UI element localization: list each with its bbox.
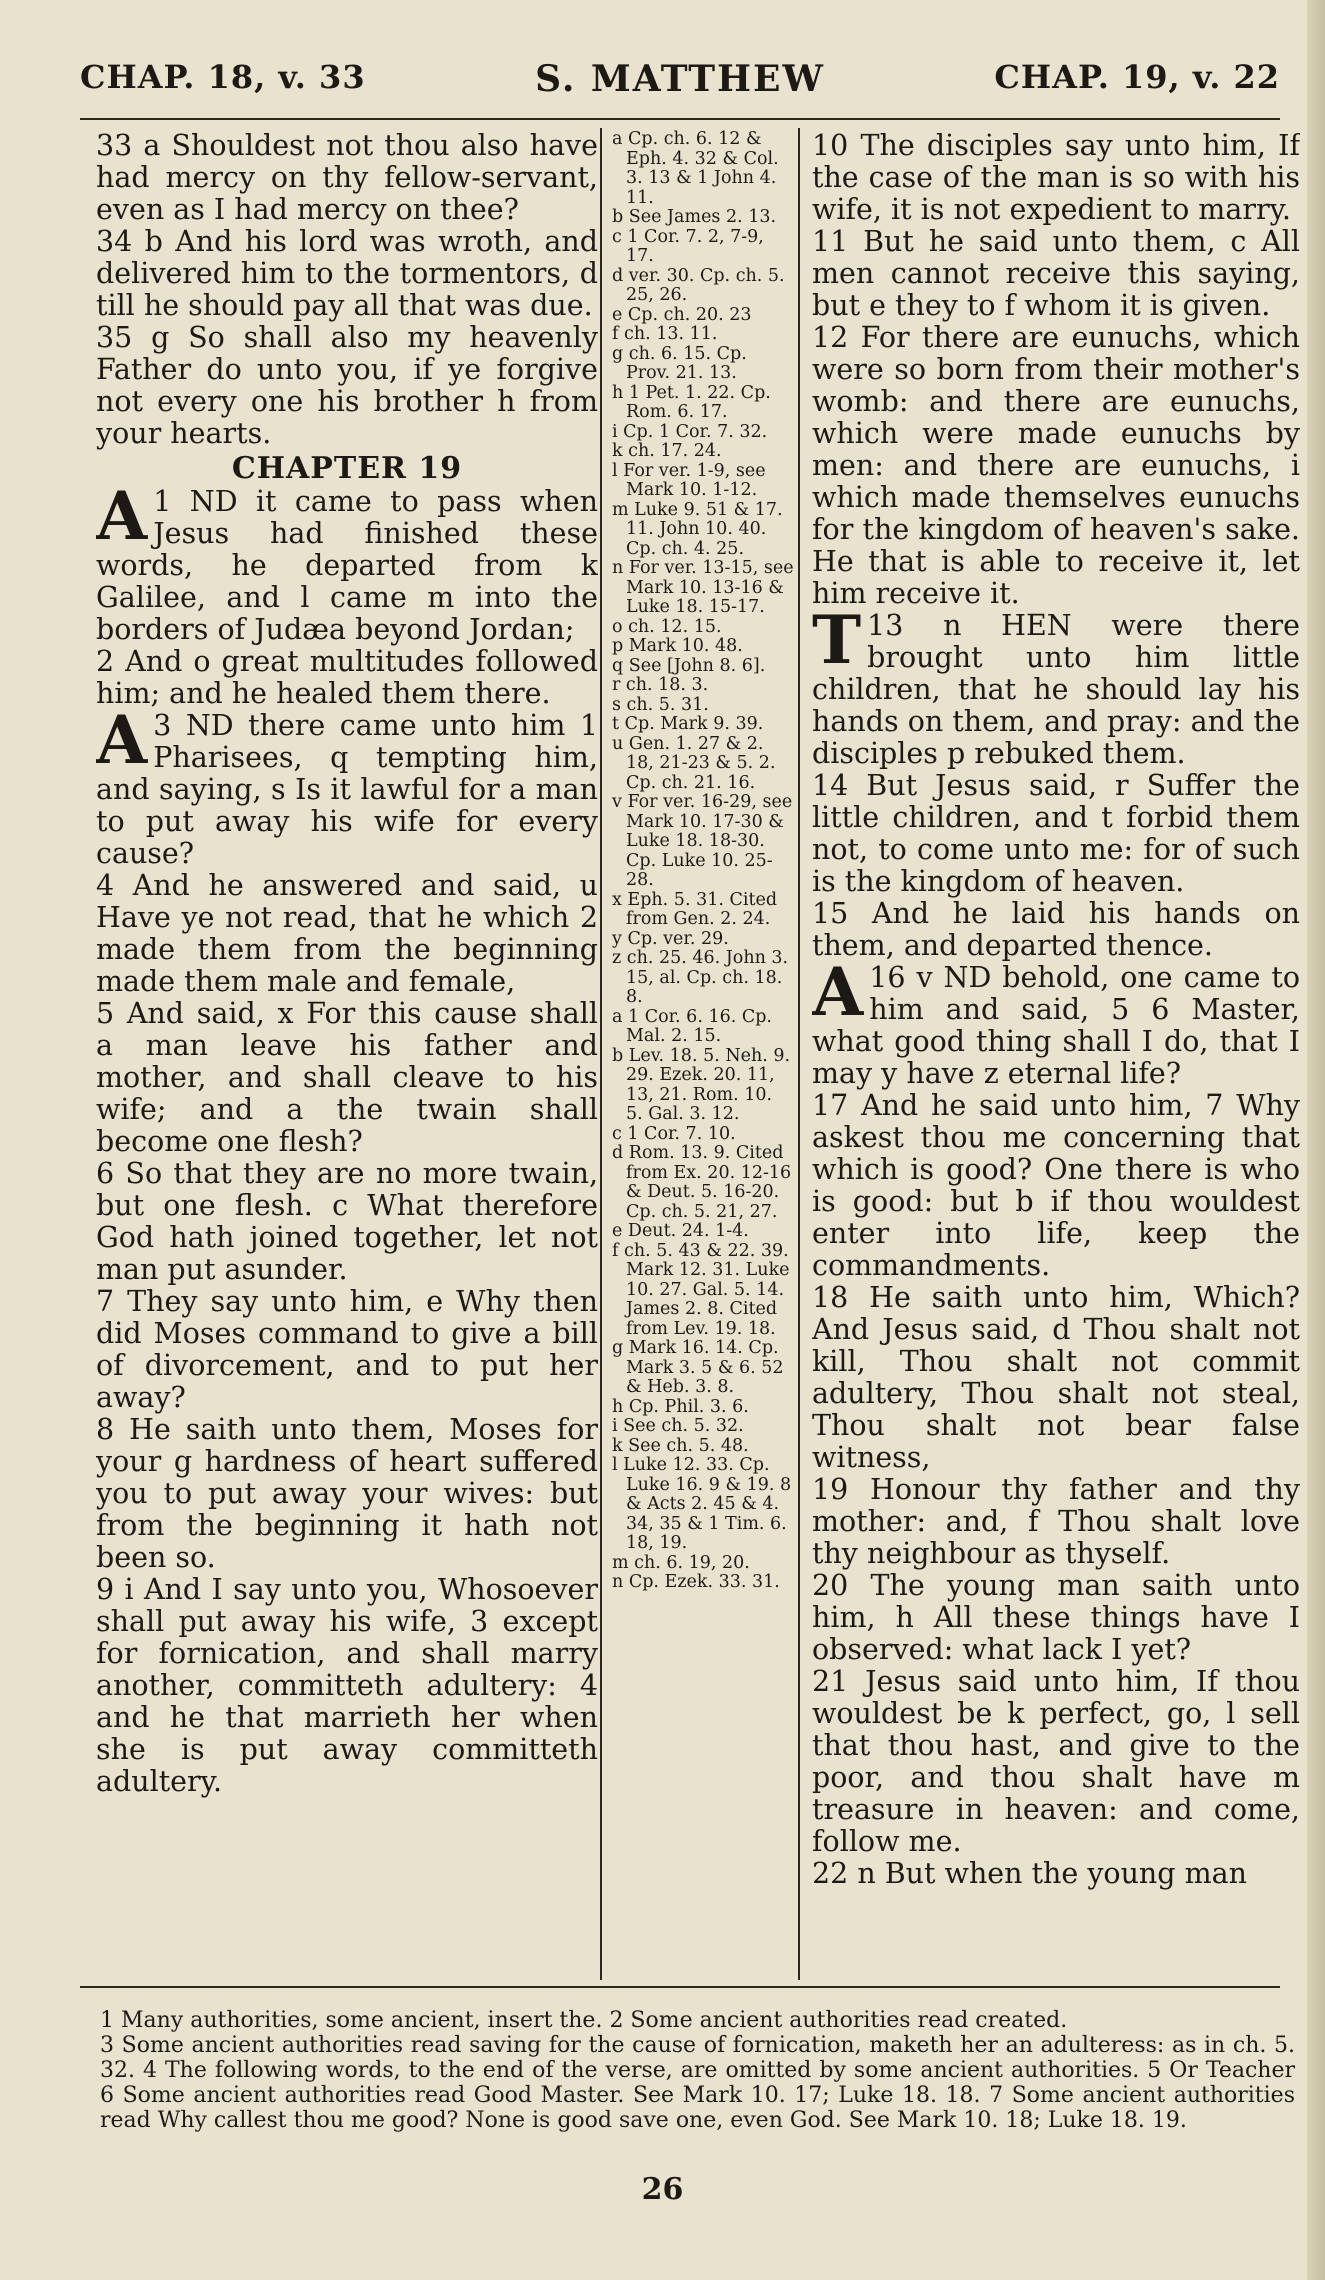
- verse-19-6: 6 So that they are no more twain, but one flesh. c What therefore God hath joined together, let not man put asunder.: [96, 1157, 598, 1286]
- cross-reference: c 1 Cor. 7. 2, 7-9, 17.: [612, 226, 764, 266]
- cross-reference: i Cp. 1 Cor. 7. 32.: [612, 421, 768, 442]
- cross-reference: i See ch. 5. 32.: [612, 1416, 744, 1436]
- running-header: [80, 58, 1280, 114]
- header-left: CHAP. 18, v. 33: [80, 58, 366, 96]
- column-divider-left: [600, 128, 602, 1980]
- verse-19-20: 20 The young man saith unto him, h All these things have I observed: what lack I yet?: [812, 1569, 1300, 1666]
- right-text-column: [812, 130, 1300, 1970]
- footnotes: [100, 2008, 1295, 2133]
- cross-reference: m Luke 9. 51 & 17. 11. John 10. 40. Cp. ch. 4. 25.: [612, 499, 783, 559]
- verse-19-16: 16 v A ND behold, one came to him and said, 5 6 Master, what good thing shall I do, that I may y have z eternal life?: [812, 953, 1300, 1090]
- drop-cap: T: [812, 601, 862, 679]
- cross-reference: l For ver. 1-9, see Mark 10. 1-12.: [612, 460, 766, 500]
- cross-reference: p Mark 10. 48.: [612, 636, 743, 656]
- verse-19-18: 18 He saith unto him, Which? And Jesus said, d Thou shalt not kill, Thou shalt not commit adultery, Thou shalt not steal, Thou shalt not bear false witness,: [812, 1281, 1300, 1474]
- verse-19-14: 14 But Jesus said, r Suffer the little children, and t forbid them not, to come unto me: for of such is the kingdom of heaven.: [812, 769, 1300, 898]
- cross-reference: e Deut. 24. 1-4.: [612, 1221, 749, 1241]
- cross-reference: b Lev. 18. 5. Neh. 9. 29. Ezek. 20. 11, 13, 21. Rom. 10. 5. Gal. 3. 12.: [612, 1045, 791, 1124]
- cross-reference: n Cp. Ezek. 33. 31.: [612, 1572, 780, 1592]
- drop-cap: A: [812, 953, 864, 1031]
- cross-reference: k See ch. 5. 48.: [612, 1435, 749, 1456]
- cross-reference: k ch. 17. 24.: [612, 441, 722, 461]
- cross-reference-column: [606, 130, 794, 1980]
- cross-reference: t Cp. Mark 9. 39.: [612, 714, 764, 734]
- cross-reference: v For ver. 16-29, see Mark 10. 17-30 & Luke 18. 18-30. Cp. Luke 10. 25-28.: [612, 792, 793, 890]
- drop-cap: A: [96, 477, 148, 555]
- page-number: 26: [641, 2172, 684, 2207]
- cross-reference: f ch. 13. 11.: [612, 324, 718, 344]
- left-text-column: [96, 130, 598, 1970]
- cross-reference: n For ver. 13-15, see Mark 10. 13-16 & Luke 18. 15-17.: [612, 558, 794, 617]
- verse-19-12: 12 For there are eunuchs, which were so born from their mother's womb: and there are eunuchs, which were made eunuchs by men: and there are eunuchs, i which made themselves eunuchs for the kingdom of heaven's sake. He that is able to receive it, let him receive it.: [812, 321, 1300, 610]
- verse-19-10: 10 The disciples say unto him, If the case of the man is so with his wife, it is not expedient to marry.: [812, 130, 1300, 226]
- header-book-title: S. MATTHEW: [535, 58, 825, 100]
- chapter-heading: CHAPTER 19: [231, 451, 463, 486]
- verse-19-19: 19 Honour thy father and thy mother: and, f Thou shalt love thy neighbour as thyself.: [812, 1473, 1300, 1570]
- cross-reference: g ch. 6. 15. Cp. Prov. 21. 13.: [612, 343, 747, 383]
- verse-18-34: 34 b And his lord was wroth, and delivered him to the tormentors, d till he should pay all that was due.: [96, 225, 598, 322]
- cross-reference: q See [John 8. 6].: [612, 655, 766, 676]
- header-right: CHAP. 19, v. 22: [994, 58, 1280, 96]
- cross-reference: b See James 2. 13.: [612, 207, 777, 227]
- cross-reference: l Luke 12. 33. Cp. Luke 16. 9 & 19. 8 & Acts 2. 45 & 4. 34, 35 & 1 Tim. 6. 18, 19.: [612, 1455, 792, 1553]
- cross-reference: d ver. 30. Cp. ch. 5. 25, 26.: [612, 265, 785, 305]
- verse-19-11: 11 But he said unto them, c All men cannot receive this saying, but e they to f whom it is given.: [812, 225, 1300, 322]
- drop-cap: A: [96, 701, 148, 779]
- verse-19-8: 8 He saith unto them, Moses for your g hardness of heart suffered you to put away your wives: but from the beginning it hath not been so.: [96, 1413, 598, 1574]
- cross-reference: h Cp. Phil. 3. 6.: [612, 1396, 749, 1417]
- cross-reference: a Cp. ch. 6. 12 & Eph. 4. 32 & Col. 3. 13 & 1 John 4. 11.: [612, 130, 779, 208]
- verse-19-7: 7 They say unto him, e Why then did Moses command to give a bill of divorcement, and to put her away?: [96, 1285, 598, 1414]
- footnote-line: 1 Many authorities, some ancient, insert the. 2 Some ancient authorities read created.: [100, 2008, 1068, 2033]
- cross-reference: o ch. 12. 15.: [612, 616, 722, 637]
- verse-19-5: 5 And said, x For this cause shall a man leave his father and mother, and shall cleave to his wife; and a the twain shall become one flesh?: [96, 997, 598, 1158]
- cross-reference: g Mark 16. 14. Cp. Mark 3. 5 & 6. 52 & Heb. 3. 8.: [612, 1338, 784, 1397]
- verse-19-1: 1 A ND it came to pass when Jesus had finished these words, he departed from k Galilee, and l came m into the borders of Judæa beyond Jordan;: [96, 477, 598, 646]
- cross-reference: f ch. 5. 43 & 22. 39. Mark 12. 31. Luke 10. 27. Gal. 5. 14. James 2. 8. Cited from Lev. 19. 18.: [612, 1240, 790, 1339]
- footnote-rule: [80, 1986, 1280, 1988]
- cross-reference: c 1 Cor. 7. 10.: [612, 1123, 736, 1144]
- cross-reference: m ch. 6. 19, 20.: [612, 1552, 750, 1573]
- verse-19-2: 2 And o great multitudes followed him; and he healed them there.: [96, 645, 598, 710]
- verse-19-4: 4 And he answered and said, u Have ye not read, that he which 2 made them from the beginning made them male and female,: [96, 869, 598, 998]
- cross-reference: u Gen. 1. 27 & 2. 18, 21-23 & 5. 2. Cp. ch. 21. 16.: [612, 733, 776, 793]
- cross-reference: x Eph. 5. 31. Cited from Gen. 2. 24.: [612, 889, 778, 929]
- verse-19-13: 13 n T HEN were there brought unto him little children, that he should lay his hands on them, and pray: and the disciples p rebuked them.: [812, 601, 1300, 770]
- cross-reference: z ch. 25. 46. John 3. 15, al. Cp. ch. 18. 8.: [612, 948, 789, 1007]
- column-divider-right: [798, 128, 800, 1980]
- cross-reference: a 1 Cor. 6. 16. Cp. Mal. 2. 15.: [612, 1006, 772, 1046]
- verse-19-21: 21 Jesus said unto him, If thou wouldest be k perfect, go, l sell that thou hast, and give to the poor, and thou shalt have m treasure in heaven: and come, follow me.: [812, 1665, 1300, 1858]
- cross-reference: d Rom. 13. 9. Cited from Ex. 20. 12-16 & Deut. 5. 16-20. Cp. ch. 5. 21, 27.: [612, 1143, 792, 1222]
- verse-18-33: 33 a Shouldest not thou also have had mercy on thy fellow-servant, even as I had mercy on thee?: [96, 130, 598, 226]
- verse-19-22: 22 n But when the young man: [812, 1857, 1247, 1890]
- verse-19-9: 9 i And I say unto you, Whosoever shall put away his wife, 3 except for fornication, and shall marry another, committeth adultery: 4 and he that marrieth her when she is put away committeth adultery.: [96, 1573, 598, 1798]
- page-edge: [1307, 0, 1325, 2280]
- cross-reference: s ch. 5. 31.: [612, 694, 709, 715]
- verse-19-3: 3 A ND there came unto him 1 Pharisees, q tempting him, and saying, s Is it lawful for a man to put away his wife for every cause?: [96, 701, 598, 870]
- verse-18-35: 35 g So shall also my heavenly Father do unto you, if ye forgive not every one his brother h from your hearts.: [96, 321, 598, 450]
- cross-reference: y Cp. ver. 29.: [612, 928, 729, 949]
- cross-reference: e Cp. ch. 20. 23: [612, 304, 752, 325]
- header-rule: [80, 118, 1280, 120]
- cross-reference: r ch. 18. 3.: [612, 675, 709, 695]
- cross-reference: h 1 Pet. 1. 22. Cp. Rom. 6. 17.: [612, 382, 771, 422]
- footnote-line: 3 Some ancient authorities read saving for the cause of fornication, maketh her an adulteress: as in ch. 5. 32. 4 The following words, to the end of the verse, are omitted by some ancient authorities. 5 Or Teacher 6 Some ancient authorities read Good Master. See Mark 10. 17; Luke 18. 18. 7 Some ancient authorities read Why callest thou me good? None is good save one, even God. See Mark 10. 18; Luke 18. 19.: [100, 2033, 1295, 2133]
- verse-19-17: 17 And he said unto him, 7 Why askest thou me concerning that which is good? One there is who is good: but b if thou wouldest enter into life, keep the commandments.: [812, 1089, 1300, 1282]
- verse-19-15: 15 And he laid his hands on them, and departed thence.: [812, 897, 1300, 962]
